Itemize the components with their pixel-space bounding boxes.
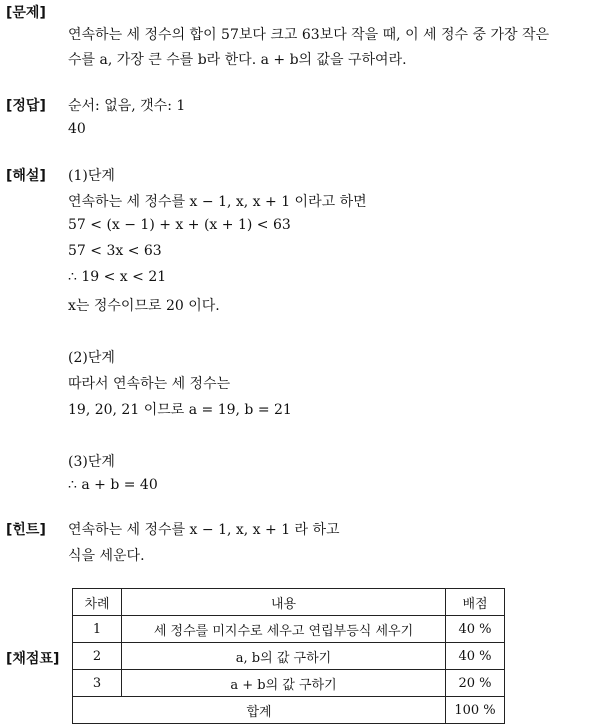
row-points: 20 %	[446, 670, 505, 697]
table-row	[73, 616, 505, 643]
solution-step-1-title: (1)단계	[68, 168, 115, 184]
hint-text-line-2: 식을 세운다.	[68, 548, 145, 564]
row-order: 1	[73, 616, 122, 643]
solution-line: 따라서 연속하는 세 정수는	[68, 376, 231, 392]
row-order: 2	[73, 643, 122, 670]
header-content: 내용	[122, 589, 446, 616]
grading-table	[72, 588, 505, 724]
solution-conclusion: ∴ a + b = 40	[68, 477, 158, 493]
total-label: 합계	[73, 697, 446, 724]
answer-label: [정답]	[6, 98, 46, 114]
row-content: a, b의 값 구하기	[122, 643, 446, 670]
total-value: 100 %	[446, 697, 505, 724]
solution-label: [해설]	[6, 168, 46, 184]
solution-inequality: ∴ 19 < x < 21	[68, 269, 167, 285]
header-points: 배점	[446, 589, 505, 616]
problem-text-line-1: 연속하는 세 정수의 합이 57보다 크고 63보다 작을 때, 이 세 정수 중 가장 작은	[68, 27, 550, 43]
hint-text-line-1: 연속하는 세 정수를 x − 1, x, x + 1 라 하고	[68, 522, 340, 538]
table-row	[73, 643, 505, 670]
problem-text-line-2: 수를 a, 가장 큰 수를 b라 한다. a + b의 값을 구하여라.	[68, 52, 407, 68]
row-content: 세 정수를 미지수로 세우고 연립부등식 세우기	[122, 616, 446, 643]
row-order: 3	[73, 670, 122, 697]
solution-line: 19, 20, 21 이므로 a = 19, b = 21	[68, 402, 292, 418]
answer-meta: 순서: 없음, 갯수: 1	[68, 98, 186, 114]
table-total-row	[73, 697, 505, 724]
solution-line: 연속하는 세 정수를 x − 1, x, x + 1 이라고 하면	[68, 194, 367, 210]
row-points: 40 %	[446, 643, 505, 670]
row-content: a + b의 값 구하기	[122, 670, 446, 697]
header-order: 차례	[73, 589, 122, 616]
solution-step-2-title: (2)단계	[68, 350, 115, 366]
answer-value: 40	[68, 121, 86, 137]
problem-label: [문제]	[6, 5, 46, 21]
hint-label: [힌트]	[6, 522, 46, 538]
row-points: 40 %	[446, 616, 505, 643]
solution-inequality: 57 < (x − 1) + x + (x + 1) < 63	[68, 217, 291, 233]
table-header-row	[73, 589, 505, 616]
table-row	[73, 670, 505, 697]
grading-label: [채점표]	[6, 651, 60, 667]
solution-line: x는 정수이므로 20 이다.	[68, 298, 220, 314]
solution-inequality: 57 < 3x < 63	[68, 243, 162, 259]
solution-step-3-title: (3)단계	[68, 454, 115, 470]
